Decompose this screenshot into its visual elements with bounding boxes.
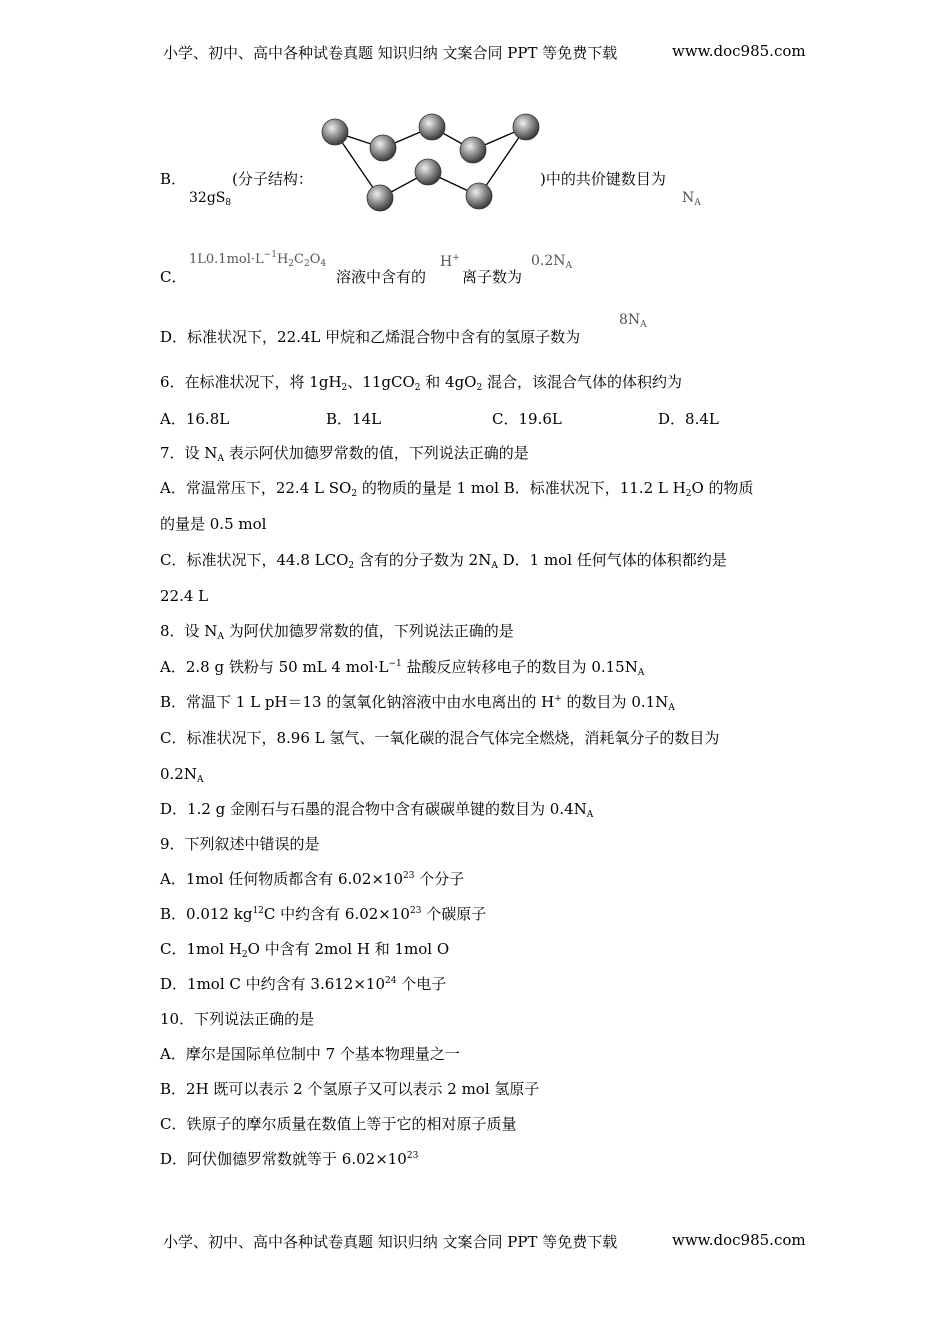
q8-stem: 8．设 $N_A$ 为阿伏加德罗常数的值，下列说法正确的是 bbox=[160, 622, 514, 642]
sulfur-atom-1 bbox=[322, 119, 348, 145]
sulfur-atom-4 bbox=[460, 137, 486, 163]
q10-stem: 10．下列说法正确的是 bbox=[160, 1010, 315, 1028]
s8-molecule-diagram bbox=[316, 110, 548, 216]
s8-atoms bbox=[322, 114, 539, 211]
q9-option-d: D．1mol C 中约含有 $3.612\times 10^{24}$ 个电子 bbox=[160, 975, 447, 993]
q6-option-d: D．8.4L bbox=[658, 410, 719, 428]
q7-stem: 7．设 $N_A$ 表示阿伏加德罗常数的值，下列说法正确的是 bbox=[160, 444, 529, 464]
q6-option-c: C．19.6L bbox=[492, 410, 562, 428]
q10-option-d: D．阿伏伽德罗常数就等于 $6.02\times 10^{23}$ bbox=[160, 1150, 419, 1168]
sulfur-atom-6 bbox=[367, 185, 393, 211]
q9-stem: 9．下列叙述中错误的是 bbox=[160, 835, 320, 853]
q5-c-mid: 溶液中含有的 bbox=[336, 268, 427, 286]
q5-b-answer: $N_A$ bbox=[682, 190, 701, 208]
footer-title: 小学、初中、高中各种试卷真题 知识归纳 文案合同 PPT 等免费下载 bbox=[163, 1233, 618, 1251]
q9-option-b: B．0.012 $kg^{12}C$ 中约含有 $6.02\times 10^{23}$ 个碳原子 bbox=[160, 905, 487, 923]
q7-line-1: A．常温常压下，22.4 L $SO_2$ 的物质的量是 1 mol B．标准状况下，11.2 L $H_2O$ 的物质 bbox=[160, 479, 754, 499]
q5-c-mid2: 离子数为 bbox=[462, 268, 523, 286]
footer-url[interactable]: www.doc985.com bbox=[672, 1231, 806, 1249]
header-url[interactable]: www.doc985.com bbox=[672, 42, 806, 60]
q9-option-c: C．1mol $H_2O$ 中含有 2mol H 和 1mol O bbox=[160, 940, 450, 960]
q6-option-b: B．14L bbox=[326, 410, 382, 428]
sulfur-atom-5 bbox=[513, 114, 539, 140]
q10-option-c: C．铁原子的摩尔质量在数值上等于它的相对原子质量 bbox=[160, 1115, 517, 1133]
sulfur-atom-2 bbox=[370, 135, 396, 161]
header-title: 小学、初中、高中各种试卷真题 知识归纳 文案合同 PPT 等免费下载 bbox=[163, 44, 618, 62]
q5-b-post: )中的共价键数目为 bbox=[540, 170, 666, 188]
q5-d-answer: $8N_A$ bbox=[619, 312, 647, 330]
q5-b-label: B． bbox=[160, 170, 187, 188]
q6-option-a: A．16.8L bbox=[160, 410, 230, 428]
q10-option-a: A．摩尔是国际单位制中 7 个基本物理量之一 bbox=[160, 1045, 460, 1063]
q7-line-4: 22.4 L bbox=[160, 587, 209, 605]
q9-option-a: A．1mol 任何物质都含有 $6.02\times 10^{23}$ 个分子 bbox=[160, 870, 465, 888]
q10-option-b: B．2H 既可以表示 2 个氢原子又可以表示 2 mol 氢原子 bbox=[160, 1080, 540, 1098]
q6-stem: 6．在标准状况下，将 $1gH_2$、11gCO$_2$ 和 $4gO_2$ 混合，该混合气体的体积约为 bbox=[160, 373, 682, 393]
q8-option-c-line1: C．标准状况下，8.96 L 氢气、一氧化碳的混合气体完全燃烧，消耗氧分子的数目为 bbox=[160, 729, 720, 747]
q8-option-d: D．1.2 g 金刚石与石墨的混合物中含有碳碳单键的数目为 $0.4N_A$ bbox=[160, 800, 594, 820]
q8-option-a: A．2.8 g 铁粉与 50 mL 4 $mol\cdot L^{-1}$ 盐酸反应转移电子的数目为 $0.15N_A$ bbox=[160, 658, 645, 678]
q5-b-pre: (分子结构： bbox=[232, 170, 313, 188]
sulfur-atom-7 bbox=[415, 159, 441, 185]
q8-option-c-line2: $0.2N_A$ bbox=[160, 765, 204, 785]
sulfur-atom-8 bbox=[466, 183, 492, 209]
q5-c-formula: $1L0.1mol\cdot L^{-1}H_2C_2O_4$ bbox=[189, 250, 327, 269]
q5-d-text: D．标准状况下，22.4L 甲烷和乙烯混合物中含有的氢原子数为 bbox=[160, 328, 581, 346]
q5-b-mass: $32gS_8$ bbox=[189, 190, 232, 208]
q8-option-b: B．常温下 1 L pH＝13 的氢氧化钠溶液中由水电离出的 H+ 的数目为 $0.1N_A$ bbox=[160, 693, 675, 713]
q5-c-label: C． bbox=[160, 268, 187, 286]
q7-line-2: 的量是 0.5 mol bbox=[160, 515, 267, 533]
sulfur-atom-3 bbox=[419, 114, 445, 140]
q5-c-answer: $0.2N_A$ bbox=[531, 253, 573, 271]
q5-c-ion: H+ bbox=[440, 253, 460, 270]
q7-line-3: C．标准状况下，44.8 $LCO_2$ 含有的分子数为 $2N_A$ D．1 mol 任何气体的体积都约是 bbox=[160, 551, 727, 571]
